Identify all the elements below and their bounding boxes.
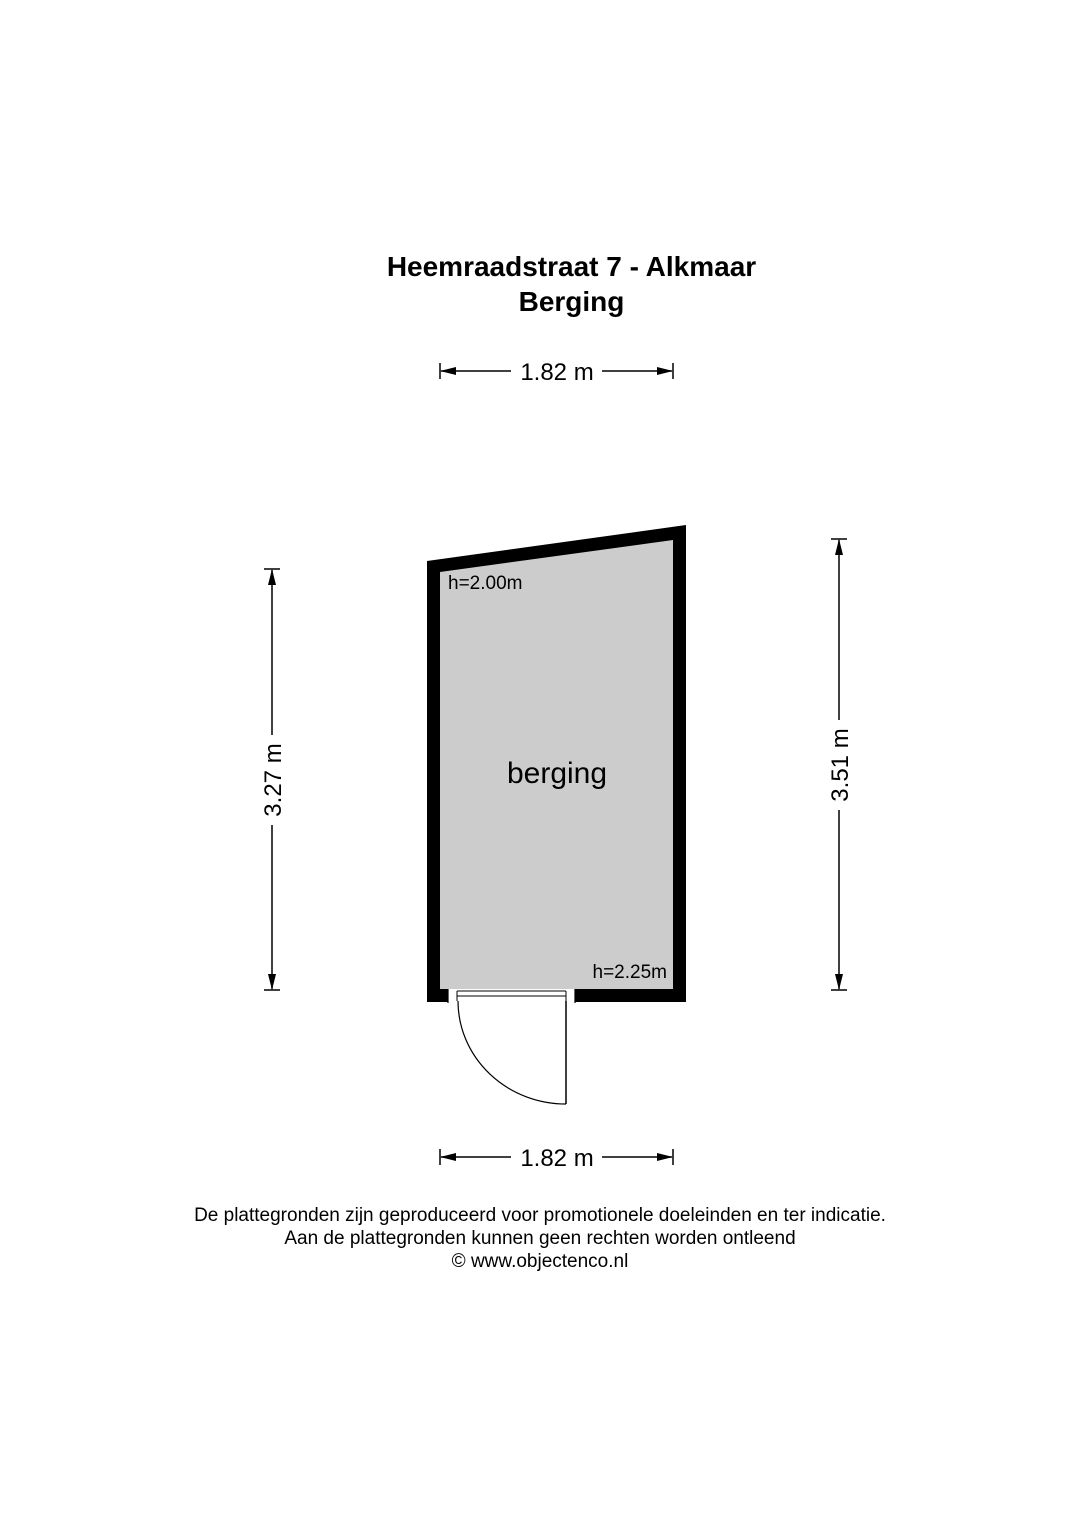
plan-title-floor: Berging [518,286,625,317]
dimension-right-label: 3.51 m [827,728,854,802]
dimension-top [440,359,673,386]
ceiling-height-top: h=2.00m [448,573,523,594]
dimension-bottom [440,1145,673,1172]
disclaimer-line-3: © www.objectenco.nl [451,1251,629,1272]
door-swing-arc [458,1001,566,1104]
disclaimer-line-2: Aan de plattegronden kunnen geen rechten worden ontleend [284,1228,796,1249]
dimension-right [827,539,854,990]
dimension-bottom-label: 1.82 m [520,1145,594,1172]
ceiling-height-bottom: h=2.25m [592,962,667,983]
room-label: berging [506,757,608,790]
dimension-left [260,569,287,990]
plan-title-address: Heemraadstraat 7 - Alkmaar [386,251,757,282]
disclaimer-line-1: De plattegronden zijn geproduceerd voor promotionele doeleinden en ter indicatie. [194,1205,886,1226]
dimension-top-label: 1.82 m [520,359,594,386]
room-berging [427,525,686,1104]
dimension-left-label: 3.27 m [260,743,287,817]
